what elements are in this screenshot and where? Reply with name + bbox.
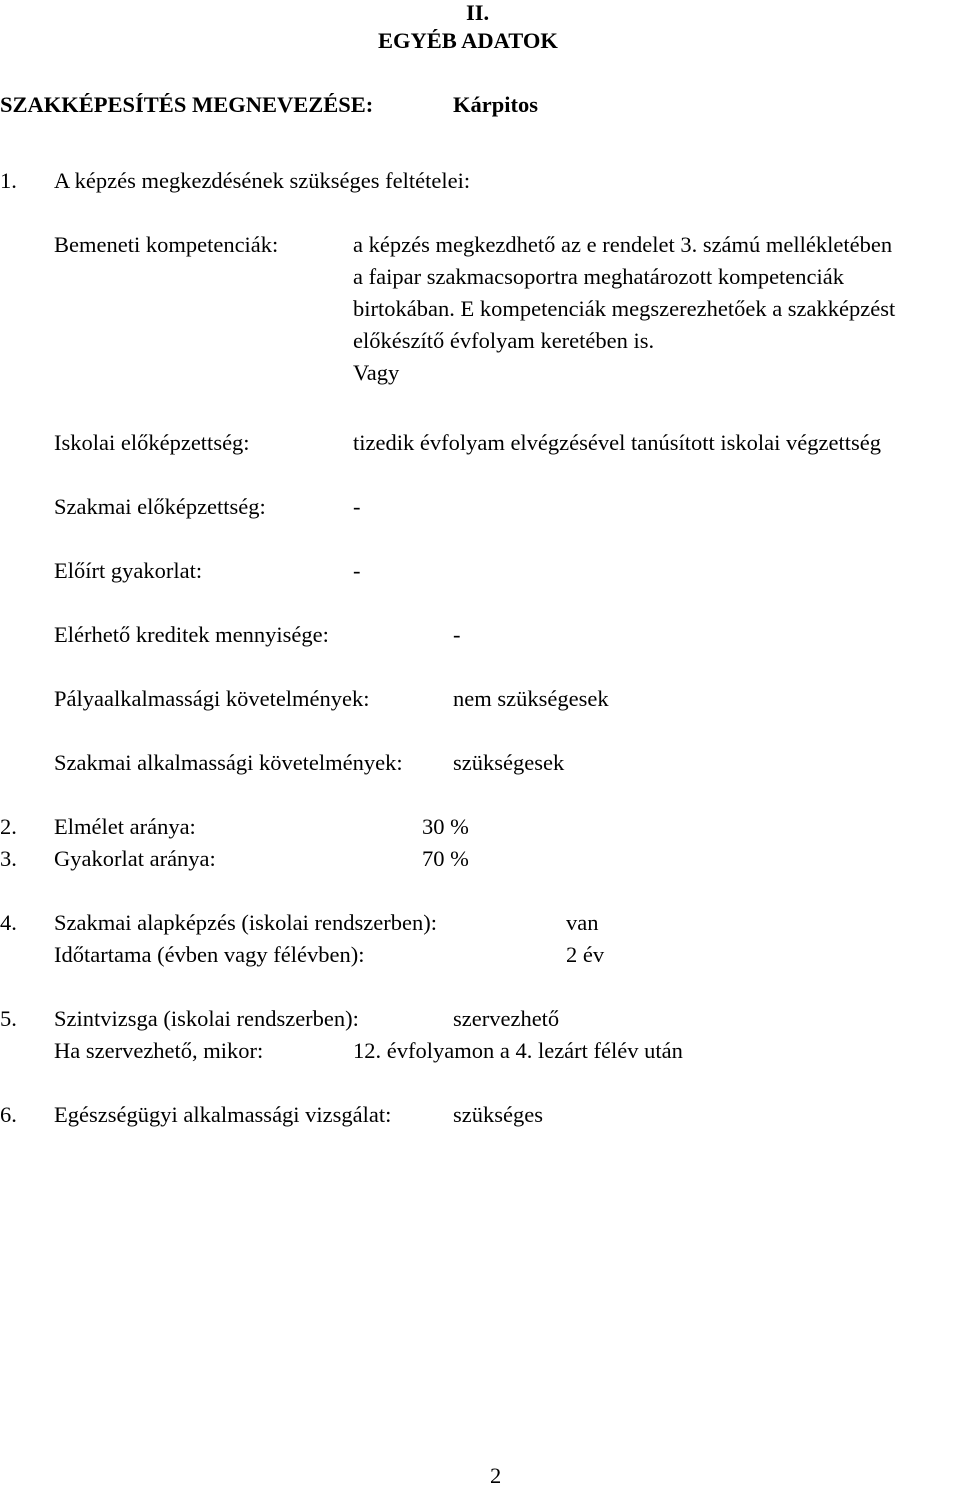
professional-prerequisite-value: - <box>353 494 361 519</box>
qualification-value: Kárpitos <box>453 92 539 117</box>
career-aptitude-label: Pályaalkalmassági követelmények: <box>54 686 370 711</box>
item3-number: 3. <box>0 846 17 871</box>
professional-aptitude-label: Szakmai alkalmassági követelmények: <box>54 750 403 775</box>
duration-value: 2 év <box>566 942 605 967</box>
basic-training-label: Szakmai alapképzés (iskolai rendszerben): <box>54 910 437 935</box>
professional-aptitude-value: szükségesek <box>453 750 565 775</box>
health-exam-value: szükséges <box>453 1102 543 1127</box>
career-aptitude-value: nem szükségesek <box>453 686 609 711</box>
practice-ratio-label: Gyakorlat aránya: <box>54 846 216 871</box>
item5-number: 5. <box>0 1006 17 1031</box>
practice-ratio-value: 70 % <box>422 846 469 871</box>
entry-competencies-or: Vagy <box>353 360 400 385</box>
entry-competencies-line-4: előkészítő évfolyam keretében is. <box>353 328 655 353</box>
credits-label: Elérhető kreditek mennyisége: <box>54 622 329 647</box>
section-number: II. <box>466 0 490 25</box>
entry-competencies-line-3: birtokában. E kompetenciák megszerezhetőek a szakképzést <box>353 296 896 321</box>
item1-number: 1. <box>0 168 17 193</box>
entry-competencies-line-1: a képzés megkezdhető az e rendelet 3. számú mellékletében <box>353 232 893 257</box>
level-exam-label: Szintvizsga (iskolai rendszerben): <box>54 1006 359 1031</box>
level-exam-when-label: Ha szervezhető, mikor: <box>54 1038 264 1063</box>
health-exam-label: Egészségügyi alkalmassági vizsgálat: <box>54 1102 392 1127</box>
required-practice-label: Előírt gyakorlat: <box>54 558 203 583</box>
qualification-label: SZAKKÉPESÍTÉS MEGNEVEZÉSE: <box>0 92 374 117</box>
item2-number: 2. <box>0 814 17 839</box>
section-title: EGYÉB ADATOK <box>378 28 558 53</box>
item4-number: 4. <box>0 910 17 935</box>
item1-title: A képzés megkezdésének szükséges feltételei: <box>54 168 471 193</box>
required-practice-value: - <box>353 558 361 583</box>
theory-ratio-label: Elmélet aránya: <box>54 814 196 839</box>
level-exam-when-value: 12. évfolyamon a 4. lezárt félév után <box>353 1038 683 1063</box>
school-prerequisite-value: tizedik évfolyam elvégzésével tanúsított iskolai végzettség <box>353 430 881 455</box>
professional-prerequisite-label: Szakmai előképzettség: <box>54 494 266 519</box>
theory-ratio-value: 30 % <box>422 814 469 839</box>
level-exam-value: szervezhető <box>453 1006 560 1031</box>
school-prerequisite-label: Iskolai előképzettség: <box>54 430 250 455</box>
item6-number: 6. <box>0 1102 17 1127</box>
duration-label: Időtartama (évben vagy félévben): <box>54 942 365 967</box>
entry-competencies-label: Bemeneti kompetenciák: <box>54 232 279 257</box>
page-number: 2 <box>490 1463 502 1488</box>
entry-competencies-line-2: a faipar szakmacsoportra meghatározott kompetenciák <box>353 264 845 289</box>
credits-value: - <box>453 622 461 647</box>
basic-training-value: van <box>566 910 599 935</box>
